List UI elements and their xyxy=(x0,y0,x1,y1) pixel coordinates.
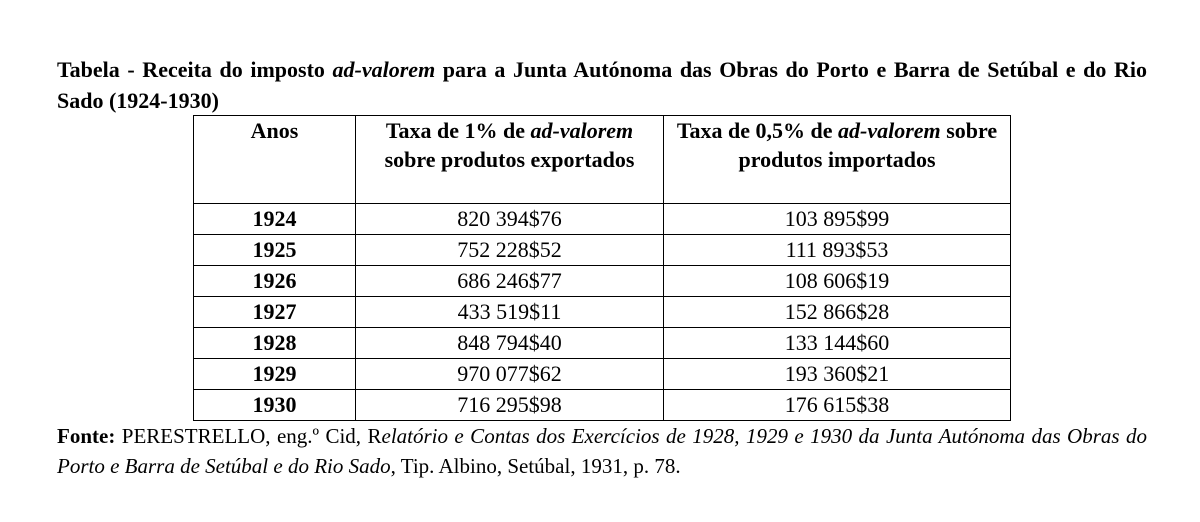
table-row xyxy=(194,204,1011,235)
table-row xyxy=(194,390,1011,421)
header-imported-suffix: sobre produtos importados xyxy=(738,118,998,172)
table-row xyxy=(194,266,1011,297)
header-imported-prefix: Taxa de 0,5% de xyxy=(676,118,839,143)
exported-value-cell: 820 394$76 xyxy=(356,204,664,235)
source-note xyxy=(57,421,1147,481)
revenue-table xyxy=(193,115,1011,421)
year-cell: 1924 xyxy=(194,204,356,235)
year-cell: 1926 xyxy=(194,266,356,297)
table-row xyxy=(194,297,1011,328)
year-cell: 1925 xyxy=(194,235,356,266)
table-caption xyxy=(57,54,1147,116)
header-years: Anos xyxy=(194,116,356,204)
imported-value-cell: 133 144$60 xyxy=(664,328,1011,359)
year-cell: 1929 xyxy=(194,359,356,390)
table-header-row xyxy=(194,116,1011,204)
header-imported-tax xyxy=(664,116,1011,204)
exported-value-cell: 752 228$52 xyxy=(356,235,664,266)
imported-value-cell: 103 895$99 xyxy=(664,204,1011,235)
source-author: PERESTRELLO, eng.º Cid, R xyxy=(115,424,382,448)
imported-value-cell: 176 615$38 xyxy=(664,390,1011,421)
imported-value-cell: 108 606$19 xyxy=(664,266,1011,297)
caption-italic-term: ad-valorem xyxy=(332,57,436,82)
header-exported-italic: ad-valorem xyxy=(530,118,634,143)
exported-value-cell: 848 794$40 xyxy=(356,328,664,359)
imported-value-cell: 111 893$53 xyxy=(664,235,1011,266)
imported-value-cell: 152 866$28 xyxy=(664,297,1011,328)
exported-value-cell: 716 295$98 xyxy=(356,390,664,421)
table-row xyxy=(194,359,1011,390)
year-cell: 1930 xyxy=(194,390,356,421)
caption-prefix: Tabela - Receita do imposto xyxy=(57,57,333,82)
year-cell: 1927 xyxy=(194,297,356,328)
table-row xyxy=(194,235,1011,266)
source-label: Fonte: xyxy=(57,424,116,448)
header-exported-suffix: sobre produtos exportados xyxy=(384,147,635,172)
exported-value-cell: 433 519$11 xyxy=(356,297,664,328)
imported-value-cell: 193 360$21 xyxy=(664,359,1011,390)
caption-suffix: para a Junta Autónoma das Obras do Porto e Barra de Setúbal e do Rio Sado (1924-1930) xyxy=(57,57,1147,113)
year-cell: 1928 xyxy=(194,328,356,359)
table-row xyxy=(194,328,1011,359)
source-report-title: elatório e Contas dos Exercícios de 1928, 1929 e 1930 da Junta Autónoma das Obras do Porto e Barra de Setúbal e do Rio Sado xyxy=(57,424,1148,478)
header-exported-tax xyxy=(356,116,664,204)
exported-value-cell: 970 077$62 xyxy=(356,359,664,390)
exported-value-cell: 686 246$77 xyxy=(356,266,664,297)
header-exported-prefix: Taxa de 1% de xyxy=(385,118,531,143)
source-publication: , Tip. Albino, Setúbal, 1931, p. 78. xyxy=(390,454,681,478)
header-imported-italic: ad-valorem xyxy=(838,118,941,143)
